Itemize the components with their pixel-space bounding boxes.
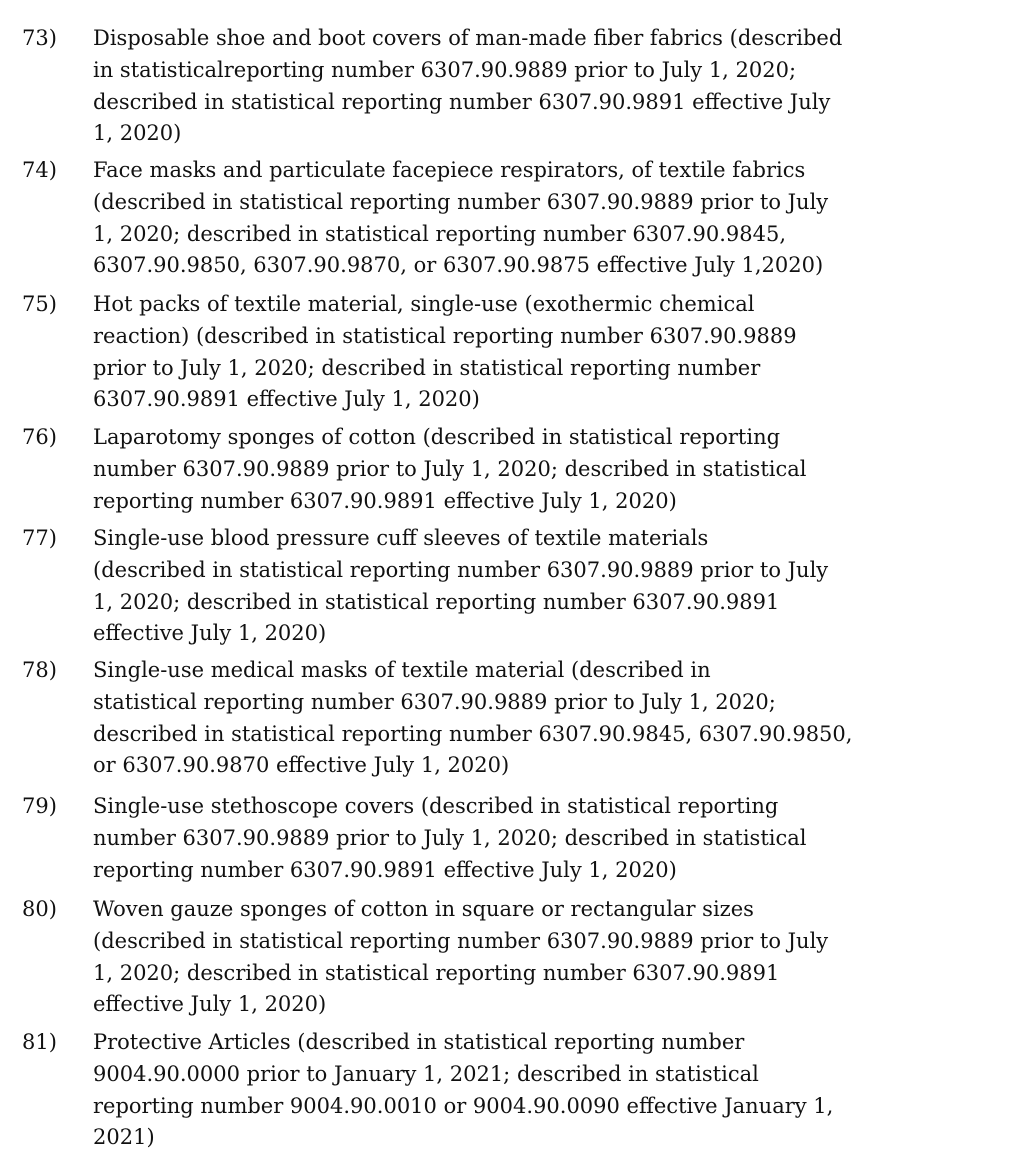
list-item: [22, 155, 1002, 282]
list-item: [22, 1027, 1002, 1154]
list-item: [22, 289, 1002, 416]
item-text: Single-use blood pressure cuff sleeves of textile materials (described in statistical reporting number 6307.90.9889 prior to July 1, 2020; described in statistical reporting number 6307.90.9891 effective July 1, 2020): [93, 526, 829, 646]
list-item: [22, 422, 1002, 517]
list-item: [22, 655, 1002, 782]
item-number: 73): [22, 26, 57, 50]
item-text: Protective Articles (described in statistical reporting number 9004.90.0000 prior to January 1, 2021; described in statistical reporting number 9004.90.0010 or 9004.90.0090 effective January 1, 2021): [93, 1030, 834, 1150]
item-text: Single-use medical masks of textile material (described in statistical reporting number 6307.90.9889 prior to July 1, 2020; described in statistical reporting number 6307.90.9845, 6307.90.9850, or 6307.90.9870 effective July 1, 2020): [93, 658, 853, 778]
item-number: 79): [22, 794, 57, 818]
list-item: [22, 791, 1002, 886]
item-number: 76): [22, 425, 57, 449]
item-text: Woven gauze sponges of cotton in square or rectangular sizes (described in statistical reporting number 6307.90.9889 prior to July 1, 2020; described in statistical reporting number 6307.90.9891 effective July 1, 2020): [93, 897, 829, 1017]
item-number: 74): [22, 158, 57, 182]
item-text: Face masks and particulate facepiece respirators, of textile fabrics (described in statistical reporting number 6307.90.9889 prior to July 1, 2020; described in statistical reporting number 6307.90.9845, 6307.90.9850, 6307.90.9870, or 6307.90.9875 effective July 1,2020): [93, 158, 829, 278]
list-item: [22, 894, 1002, 1021]
item-text: Hot packs of textile material, single-use (exothermic chemical reaction) (described in statistical reporting number 6307.90.9889 prior to July 1, 2020; described in statistical reporting number 6307.90.9891 effective July 1, 2020): [93, 292, 797, 412]
list-item: [22, 523, 1002, 650]
item-number: 77): [22, 526, 57, 550]
item-number: 81): [22, 1030, 57, 1054]
item-number: 78): [22, 658, 57, 682]
item-number: 75): [22, 292, 57, 316]
item-number: 80): [22, 897, 57, 921]
item-text: Laparotomy sponges of cotton (described in statistical reporting number 6307.90.9889 prior to July 1, 2020; described in statistical reporting number 6307.90.9891 effective July 1, 2020): [93, 425, 807, 513]
item-text: Single-use stethoscope covers (described in statistical reporting number 6307.90.9889 prior to July 1, 2020; described in statistical reporting number 6307.90.9891 effective July 1, 2020): [93, 794, 807, 882]
list-item: [22, 23, 1002, 150]
item-text: Disposable shoe and boot covers of man-made fiber fabrics (described in statisticalreporting number 6307.90.9889 prior to July 1, 2020; described in statistical reporting number 6307.90.9891 effective July 1, 2020): [93, 26, 843, 146]
